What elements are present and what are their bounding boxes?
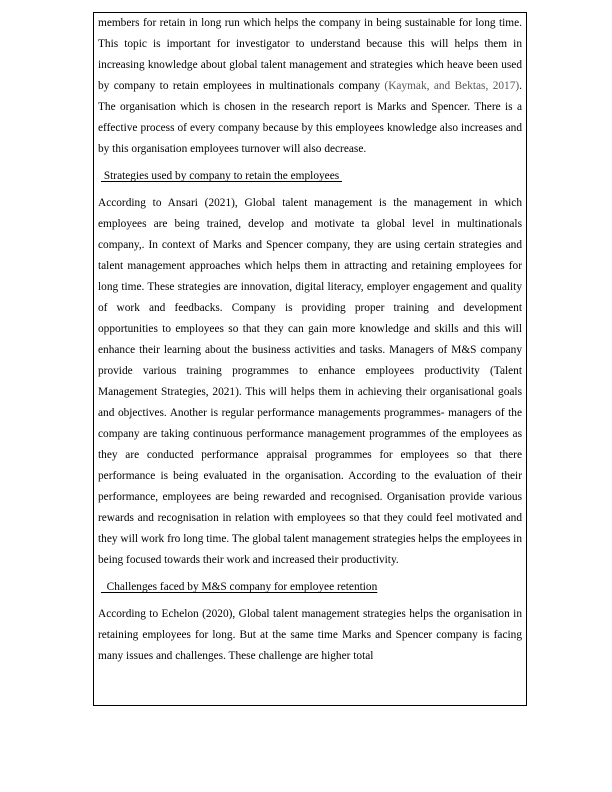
section-heading-challenges: Challenges faced by M&S company for employee retention — [101, 581, 378, 593]
paragraph-intro-tail: . The organisation which is chosen in the research report is Marks and Spencer. There is a effective process of every company because by this employees knowledge also increases and by this organisation employees turnover will also decrease. — [98, 80, 522, 155]
paragraph-intro-lead: members for retain in long run which helps the company in being sustainable for long time. This topic is important for investigator to understand because this will helps them in increasing knowledge about global talent management and strategies which heave been used by company to retain employees in multinationals company — [98, 17, 522, 92]
paragraph-strategies: According to Ansari (2021), Global talent management is the management in which employees are being trained, develop and motivate ta global level in multinationals company,. In context of Marks and Spencer company, they are using certain strategies and talent management approaches which helps them in attracting and retaining employees for long time. These strategies are innovation, digital literacy, employer engagement and quality of work and feedbacks. Company is providing proper training and development opportunities to employees so that they can gain more knowledge and skills and this will enhance their learning about the business activities and tasks. Managers of M&S company provide various training programmes to enhance employees productivity (Talent Management Strategies, 2021). This will helps them in achieving their organisational goals and objectives. Another is regular performance managements programmes- managers of the company are taking continuous performance management programmes of the employees as they are conducted performance appraisal programmes for employees so that there performance is being evaluated in the organisation. According to the evaluation of their performance, employees are being rewarded and recognised. Organisation provide various rewards and recognisation in relation with employees so that they could feel motivated and they will work fro long time. The global talent management strategies helps the employees in being focused towards their work and increased their productivity. — [98, 197, 522, 566]
paragraph-challenges: According to Echelon (2020), Global talent management strategies helps the organisation in retaining employees for long. But at the same time Marks and Spencer company is facing many issues and challenges. These challenge are higher total — [98, 608, 522, 662]
section-heading-strategies: Strategies used by company to retain the employees — [101, 170, 342, 182]
document-text-frame — [93, 12, 527, 706]
citation-kaymak-bektas: (Kaymak, and Bektas, 2017) — [384, 80, 520, 92]
paragraph-intro — [98, 13, 522, 160]
